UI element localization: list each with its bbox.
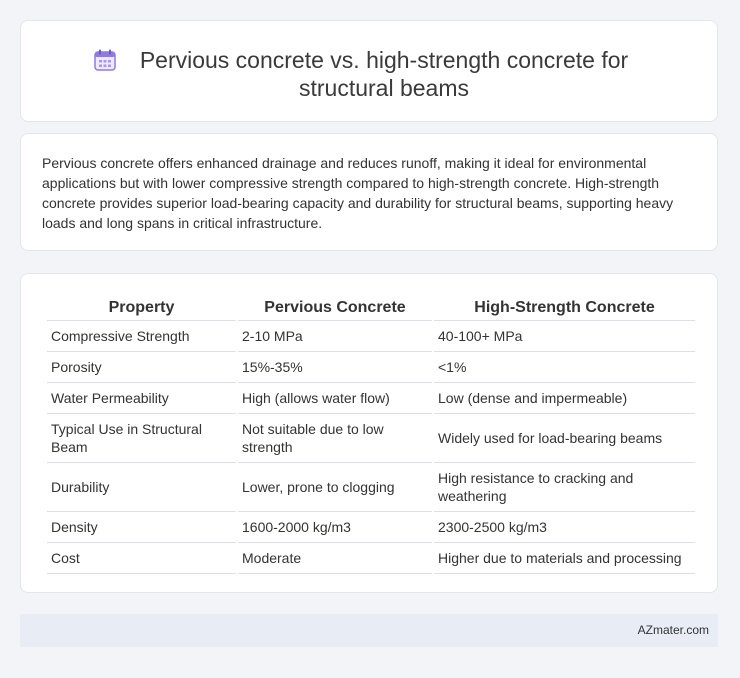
table-cell: 2300-2500 kg/m3 <box>434 512 695 543</box>
table-cell: 1600-2000 kg/m3 <box>238 512 432 543</box>
source-link[interactable]: AZmater.com <box>637 623 709 637</box>
table-header-row <box>47 294 695 321</box>
table-cell: Typical Use in Structural Beam <box>47 414 236 463</box>
table-cell: 40-100+ MPa <box>434 321 695 352</box>
description-card <box>20 133 718 251</box>
table-cell: Porosity <box>47 352 236 383</box>
table-cell: Density <box>47 512 236 543</box>
description-text: Pervious concrete offers enhanced drainage and reduces runoff, making it ideal for environmental applications but with lower compressive strength compared to high-strength concrete. High-strength concrete provides superior load-bearing capacity and durability for structural beams, supporting heavy loads and long spans in critical infrastructure. <box>42 155 674 231</box>
comparison-table <box>45 294 697 574</box>
comparison-table-card <box>20 273 718 593</box>
table-row <box>47 383 695 414</box>
table-cell: <1% <box>434 352 695 383</box>
table-cell: Durability <box>47 463 236 512</box>
table-row <box>47 321 695 352</box>
column-header-property: Property <box>47 294 236 321</box>
title-card <box>20 20 718 122</box>
page-title: Pervious concrete vs. high-strength concrete for structural beams <box>139 47 629 101</box>
footer-bar <box>20 614 718 647</box>
table-row <box>47 463 695 512</box>
table-row <box>47 543 695 574</box>
table-cell: Low (dense and impermeable) <box>434 383 695 414</box>
table-row <box>47 512 695 543</box>
table-cell: High resistance to cracking and weathering <box>434 463 695 512</box>
column-header-high-strength: High-Strength Concrete <box>434 294 695 321</box>
table-cell: High (allows water flow) <box>238 383 432 414</box>
table-cell: 2-10 MPa <box>238 321 432 352</box>
table-cell: Compressive Strength <box>47 321 236 352</box>
table-cell: Lower, prone to clogging <box>238 463 432 512</box>
table-cell: Widely used for load-bearing beams <box>434 414 695 463</box>
table-cell: Moderate <box>238 543 432 574</box>
table-cell: 15%-35% <box>238 352 432 383</box>
table-cell: Not suitable due to low strength <box>238 414 432 463</box>
table-row <box>47 352 695 383</box>
table-cell: Cost <box>47 543 236 574</box>
column-header-pervious: Pervious Concrete <box>238 294 432 321</box>
table-row <box>47 414 695 463</box>
table-cell: Higher due to materials and processing <box>434 543 695 574</box>
table-cell: Water Permeability <box>47 383 236 414</box>
